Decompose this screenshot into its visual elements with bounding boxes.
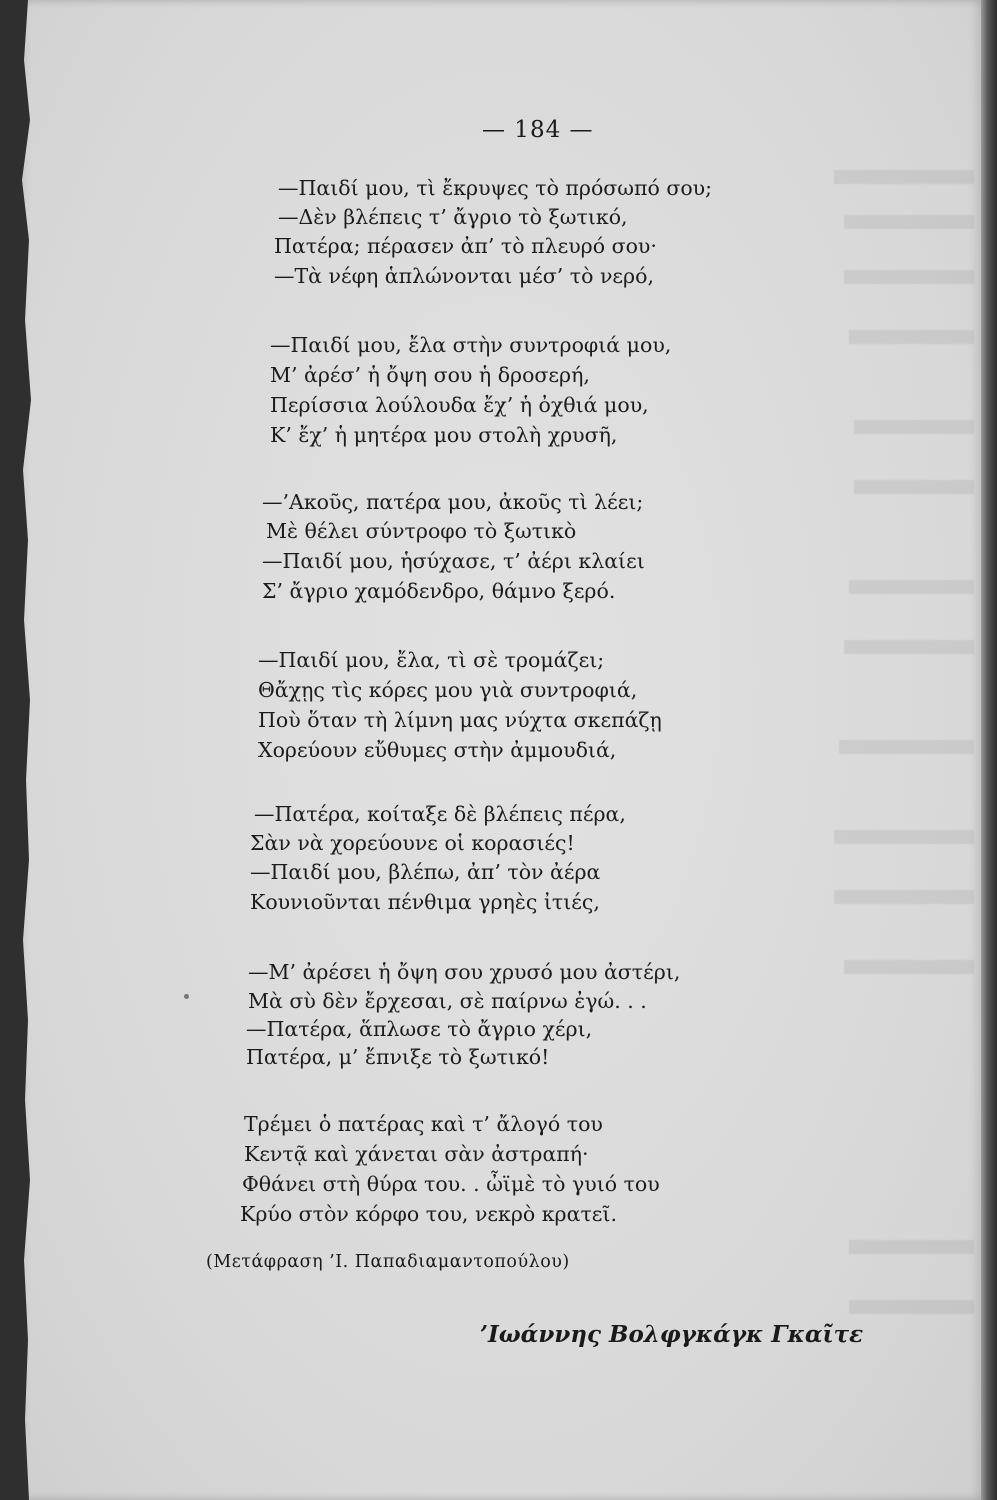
poem-line: Χορεύουν εὔθυμες στὴν ἀμμουδιά, (258, 738, 617, 762)
poem-line: Κρύο στὸν κόρφο του, νεκρὸ κρατεῖ. (240, 1202, 617, 1226)
poem-line: —Παιδί μου, τὶ ἔκρυψες τὸ πρόσωπό σου; (278, 176, 713, 200)
poem-line: Σ’ ἄγριο χαμόδενδρο, θάμνο ξερό. (262, 579, 616, 603)
poem-line: Μὲ θέλει σύντροφο τὸ ξωτικὸ (266, 519, 577, 543)
poem-line: —Μ’ ἀρέσει ἡ ὄψη σου χρυσό μου ἀστέρι, (248, 960, 681, 984)
poem-line: Πατέρα; πέρασεν ἀπ’ τὸ πλευρό σου· (274, 234, 657, 258)
poem-line: Πατέρα, μ’ ἔπνιξε τὸ ξωτικό! (246, 1045, 550, 1069)
poem-line: —Πατέρα, κοίταξε δὲ βλέπεις πέρα, (254, 802, 626, 826)
poem-line: Μ’ ἀρέσ’ ἡ ὄψη σου ἡ δροσερή, (270, 363, 590, 387)
poem-line: Μὰ σὺ δὲν ἔρχεσαι, σὲ παίρνω ἐγώ. . . (248, 989, 647, 1013)
translator-note: (Μετάφραση ’Ι. Παπαδιαμαντοπούλου) (206, 1252, 570, 1272)
poem-line: Κουνιοῦνται πένθιμα γρηὲς ἰτιές, (250, 890, 600, 914)
poem-line: Φθάνει στὴ θύρα του. . ὦϊμὲ τὸ γυιό του (242, 1172, 660, 1196)
poem-line: —Παιδί μου, βλέπω, ἀπ’ τὸν ἀέρα (250, 860, 601, 884)
poem-line: —Παιδί μου, ἔλα στὴν συντροφιά μου, (270, 333, 672, 357)
poem-line: Τρέμει ὁ πατέρας καὶ τ’ ἄλογό του (244, 1112, 603, 1136)
speck (184, 994, 189, 999)
poem-line: —Τὰ νέφη ἁπλώνονται μέσ’ τὸ νερό, (274, 264, 654, 288)
poem-line: —Δὲν βλέπεις τ’ ἄγριο τὸ ξωτικό, (278, 205, 628, 229)
poem-line: Θἄχῃς τὶς κόρες μου γιὰ συντροφιά, (258, 678, 638, 702)
poem-line: —’Ακοῦς, πατέρα μου, ἀκοῦς τὶ λέει; (262, 490, 644, 514)
poem-line: —Παιδί μου, ἡσύχασε, τ’ ἀέρι κλαίει (262, 549, 645, 573)
poem-line: Σὰν νὰ χορεύουνε οἱ κορασιές! (250, 831, 575, 855)
book-page (14, 0, 982, 1500)
poem-line: Περίσσια λούλουδα ἔχ’ ἡ ὀχθιά μου, (270, 393, 649, 417)
poem-line: —Παιδί μου, ἔλα, τὶ σὲ τρομάζει; (258, 648, 605, 672)
author-signature: ’Ιωάννης Βολφγκάγκ Γκαῖτε (480, 1321, 864, 1348)
page-right-edge (981, 0, 997, 1500)
poem-line: Κ’ ἔχ’ ἡ μητέρα μου στολὴ χρυσῆ, (270, 423, 618, 447)
page-number: — 184 — (482, 117, 594, 143)
poem-line: Ποὺ ὅταν τὴ λίμνη μας νύχτα σκεπάζῃ (258, 708, 662, 732)
poem-line: —Πατέρα, ἅπλωσε τὸ ἄγριο χέρι, (246, 1017, 593, 1041)
poem-line: Κεντᾷ καὶ χάνεται σὰν ἀστραπή· (244, 1142, 589, 1166)
